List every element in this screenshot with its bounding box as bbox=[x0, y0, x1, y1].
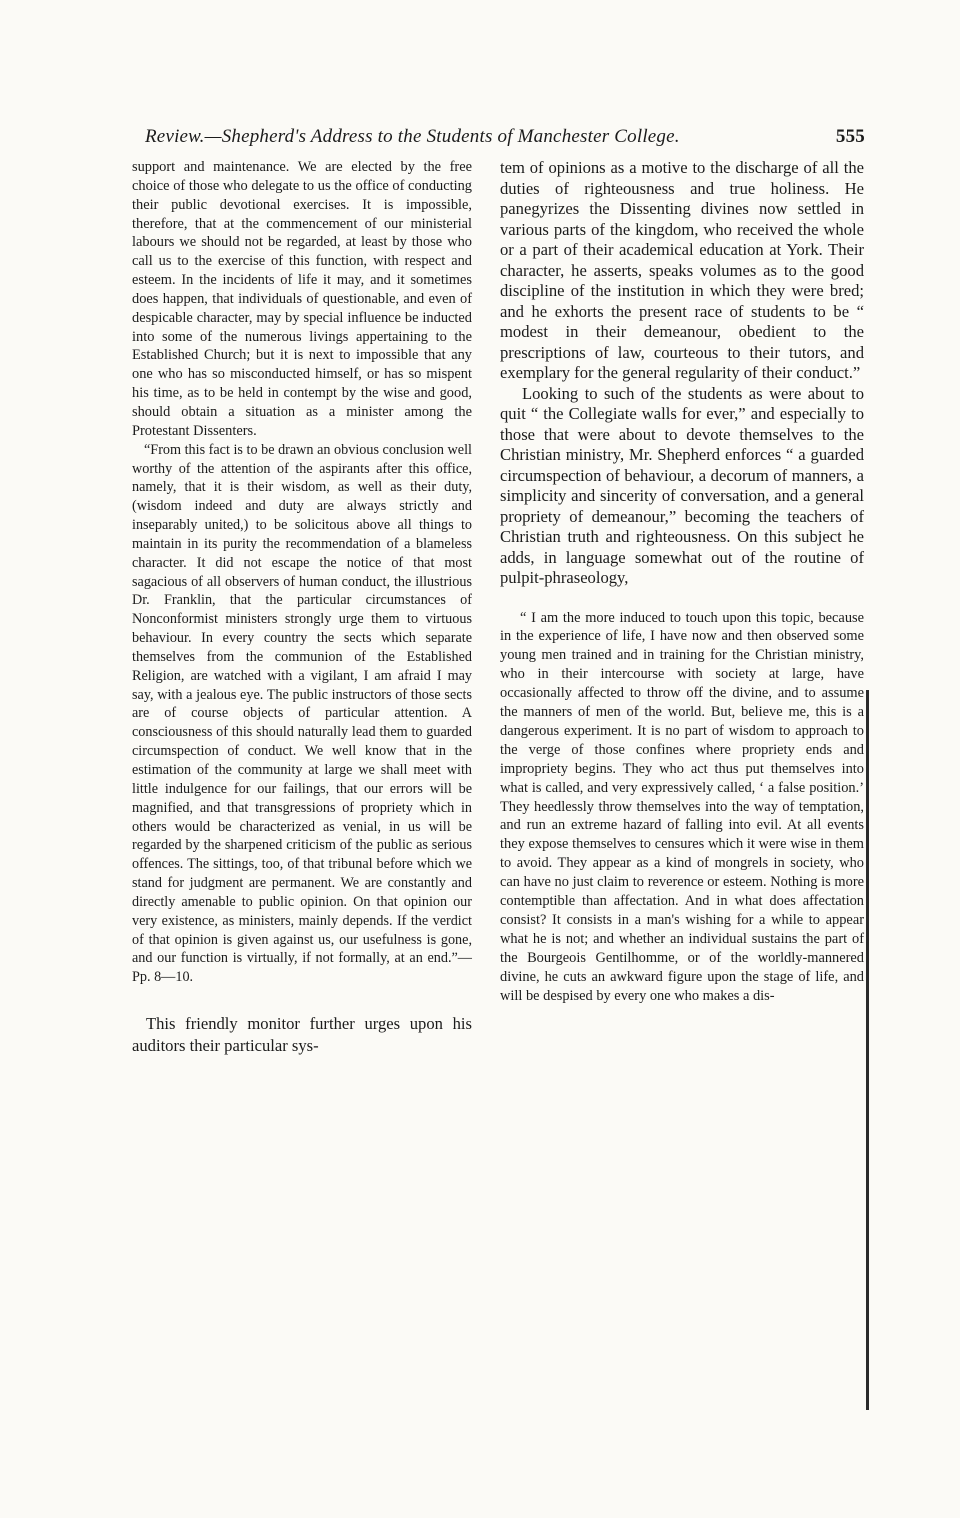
left-quotation-franklin: “From this fact is to be drawn an obvious conclusion well worthy of the attention of the aspirants after this office, namely, that it is their wisdom, as well as their duty, (wisdom indeed and duty are always strictly and inseparably united,) to be solicitous above all things to maintain in its purity the recommendation of a blameless character. It did not escape the notice of that most sagacious of all observers of human conduct, the illustrious Dr. Franklin, that the particular circumstances of Nonconformist ministers strongly urge them to virtuous behaviour. In every country the sects which separate themselves from the communion of the Established Religion, are watched with a vigilant, I am afraid I may say, with a jealous eye. The public instructors of those sects are of course objects of particular attention. A consciousness of this should naturally lead them to guarded circumspection of conduct. We well know that in the estimation of the community at large we shall meet with little indulgence for our failings, that our errors will be magnified, and that transgressions of propriety which in others would be characterized as venial, in us will be regarded by the sharpened criticism of the public as serious offences. The sittings, too, of that tribunal before which we stand for judgment are permanent. We are constantly and directly amenable to public opinion. On that opinion our very existence, as ministers, mainly depends. If the verdict of that opinion is given against us, our usefulness is gone, and our function is virtually, if not formally, at an end.”—Pp. 8—10. bbox=[132, 441, 472, 986]
left-column bbox=[132, 158, 472, 1057]
page-number: 555 bbox=[835, 126, 865, 147]
right-quotation-affectation: “ I am the more induced to touch upon this topic, because in the experience of life, I have now and then observed some young men trained and in training for the Christian ministry, who in their intercourse with society at large, have occasionally affected to throw off the divine, and to assume the manners of men of the world. But, believe me, this is a dangerous experiment. It is no part of wisdom to approach to the verge of those confines where propriety ends and impropriety begins. They who act thus put themselves into what is called, and very expressively called, ‘ a false position.’ They heedlessly throw themselves into the way of temptation, and run an extreme hazard of falling into evil. At all events they expose themselves to censures which it were wise in them to avoid. They appear as a kind of mongrels in society, who can have no just claim to reverence or esteem. Nothing is more contemptible than affectation. And in what does affectation consist? It consists in a man's wishing for a while to appear what he is not; and whether an individual sustains the part of the Bourgeois Gentilhomme, or of the worldly-mannered divine, he cuts an awkward figure upon the stage of life, and will be despised by every one who makes a dis- bbox=[500, 609, 864, 1004]
right-paragraph-1: tem of opinions as a motive to the discharge of all the duties of righteousness and true holiness. He panegyrizes the Dissenting divines now settled in various parts of the kingdom, who received the whole or a part of their academical education at York. Their character, he asserts, speaks volumes as to the good discipline of the institution in which they were bred; and he exhorts the present race of students to be “ modest in their demeanour, obedient to the prescriptions of law, courteous to their tutors, and exemplary for the general regularity of their conduct.” bbox=[500, 158, 864, 382]
right-column bbox=[500, 158, 864, 1006]
running-title: Review.—Shepherd's Address to the Students of Manchester College. bbox=[145, 126, 680, 147]
running-header bbox=[145, 126, 865, 160]
left-paragraph-3: This friendly monitor further urges upon his auditors their particular sys- bbox=[132, 1014, 472, 1056]
left-paragraph-1: support and maintenance. We are elected by the free choice of those who delegate to us the office of conducting their public devotional exercises. It is impossible, therefore, that at the commencement of our ministerial labours we should not be regarded, at least by those who call us to the exercise of this function, with respect and esteem. In the incidents of life it may, and it sometimes does happen, that individuals of questionable, and even of despicable character, may by special influence be inducted into some of the numerous livings appertaining to the Established Church; but it is next to impossible that any one who has so misconducted himself, or has so mispent his time, as to be held in contempt by the wise and good, should obtain a situation as a minister among the Protestant Dissenters. bbox=[132, 159, 472, 439]
margin-rule bbox=[866, 690, 869, 1410]
right-paragraph-2: Looking to such of the students as were about to quit “ the Collegiate walls for ever,” and especially to those that were about to devote themselves to the Christian ministry, Mr. Shepherd enforces “ a guarded circumspection of behaviour, a decorum of manners, a simplicity and sincerity of conversation, and a general propriety of demeanour,” becoming the teachers of Christian truth and righteousness. On this subject he adds, in language somewhat out of the routine of pulpit-phraseology, bbox=[500, 383, 864, 587]
